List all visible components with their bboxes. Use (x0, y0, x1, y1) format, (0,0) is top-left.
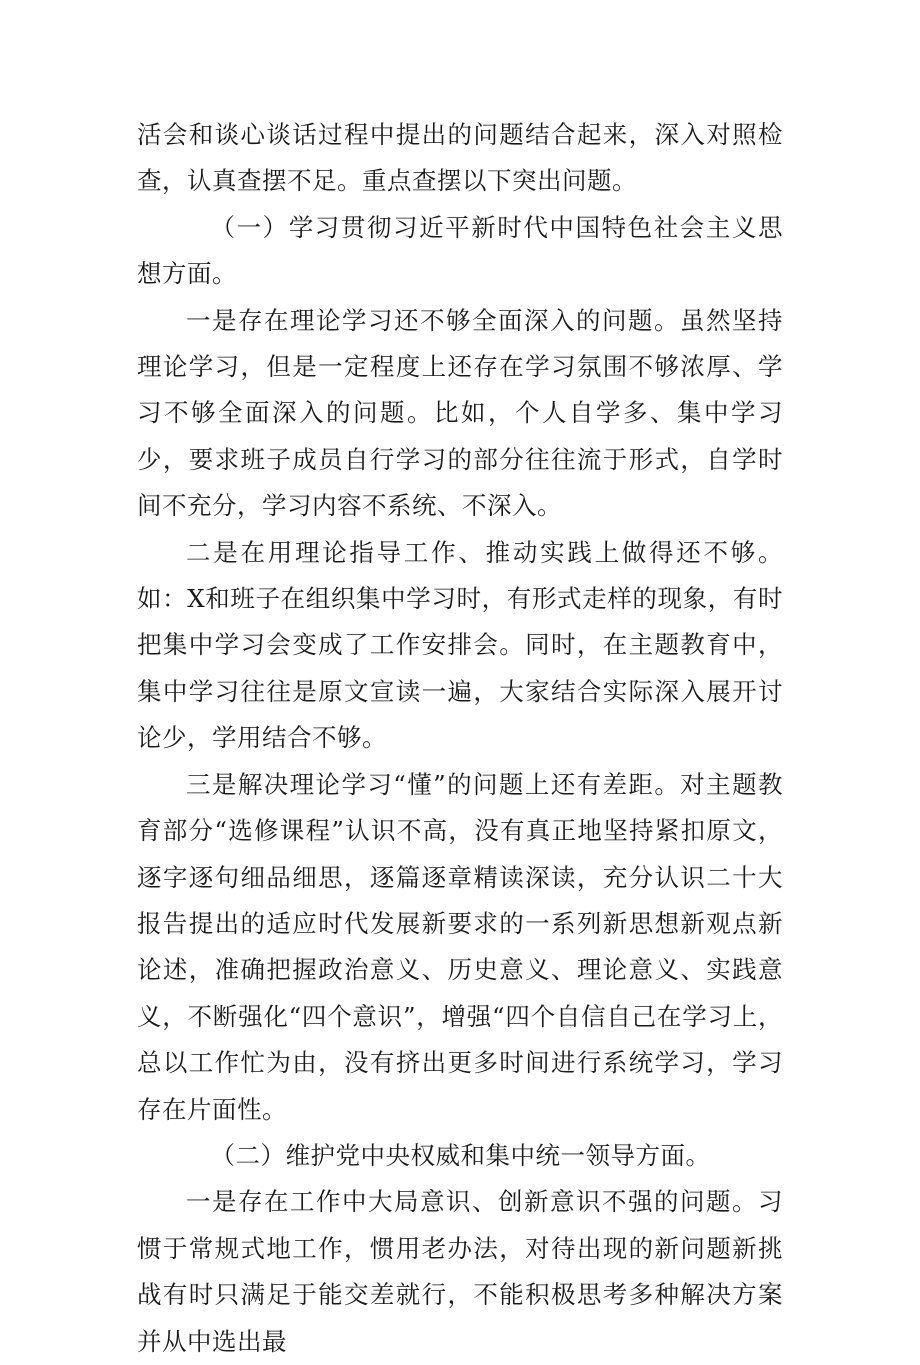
paragraph-overall-awareness: 一是存在工作中大局意识、创新意识不强的问题。习惯于常规式地工作，惯用老办法，对待出现的新问题新挑战有时只满足于能交差就行，不能积极思考多种解决方案并从中选出最 (137, 1187, 783, 1356)
paragraph-theory-study: 一是存在理论学习还不够全面深入的问题。虽然坚持理论学习，但是一定程度上还存在学习氛围不够浓厚、学习不够全面深入的问题。比如，个人自学多、集中学习少，要求班子成员自行学习的部分往往流于形式，自学时间不充分，学习内容不系统、不深入。 (137, 305, 783, 521)
paragraph-theory-practice: 二是在用理论指导工作、推动实践上做得还不够。如：X和班子在组织集中学习时，有形式走样的现象，有时把集中学习会变成了工作安排会。同时，在主题教育中，集中学习往往是原文宣读一遍，大家结合实际深入展开讨论少，学用结合不够。 (137, 537, 783, 753)
section-heading-two: （二）维护党中央权威和集中统一领导方面。 (210, 1140, 711, 1170)
paragraph-continuation: 活会和谈心谈话过程中提出的问题结合起来，深入对照检查，认真查摆不足。重点查摆以下突出问题。 (137, 120, 783, 196)
paragraph-understanding-gap: 三是解决理论学习“懂”的问题上还有差距。对主题教育部分“选修课程”认识不高，没有真正地坚持紧扣原文，逐字逐句细品细思，逐篇逐章精读深读，充分认识二十大报告提出的适应时代发展新要求的一系列新思想新观点新论述，准确把握政治意义、历史意义、理论意义、实践意义，不断强化“四个意识”，增强“四个自信自己在学习上，总以工作忙为由，没有挤出更多时间进行系统学习，学习存在片面性。 (137, 769, 783, 1124)
document-body (137, 112, 783, 1365)
section-heading-one: （一）学习贯彻习近平新时代中国特色社会主义思想方面。 (137, 212, 783, 289)
